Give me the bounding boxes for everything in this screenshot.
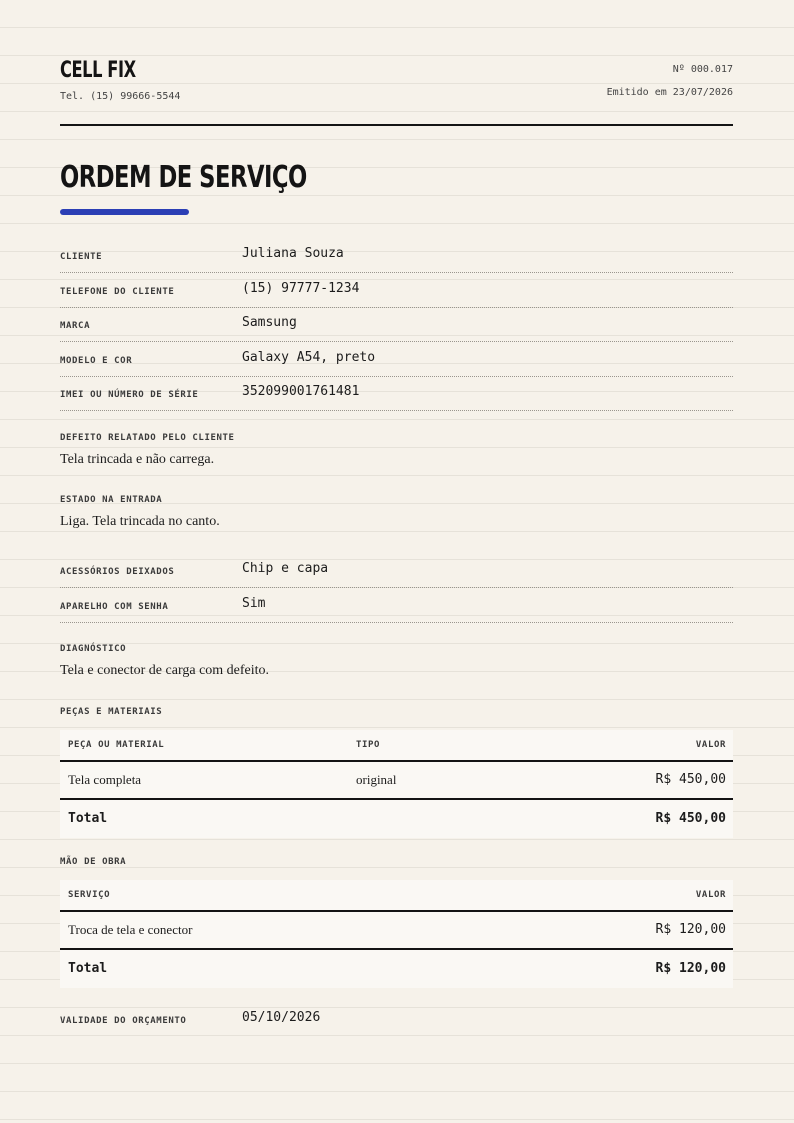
order-number: Nº 000.017 [672, 64, 733, 75]
column-header: VALOR [695, 740, 726, 750]
shop-phone: Tel. (15) 99666-5544 [60, 91, 181, 102]
field-validade [60, 1002, 733, 1036]
field-imei [60, 376, 733, 411]
page-title: ORDEM DE SERVIÇO [60, 160, 307, 195]
field-value: Samsung [242, 315, 297, 330]
block-diagnostico [60, 644, 733, 694]
mao-de-obra-table [60, 880, 733, 988]
block-label: DIAGNÓSTICO [60, 644, 127, 654]
block-text: Liga. Tela trincada no canto. [60, 514, 220, 529]
table-row [60, 912, 733, 950]
total-label: Total [68, 811, 108, 826]
field-label: APARELHO COM SENHA [60, 602, 169, 612]
column-header: VALOR [695, 890, 726, 900]
table-header [60, 730, 733, 762]
field-telefone [60, 273, 733, 308]
issue-date: Emitido em 23/07/2026 [606, 87, 733, 98]
block-text: Tela trincada e não carrega. [60, 452, 215, 467]
cell-valor: R$ 120,00 [655, 922, 726, 937]
field-label: VALIDADE DO ORÇAMENTO [60, 1016, 187, 1026]
block-label: DEFEITO RELATADO PELO CLIENTE [60, 433, 235, 443]
column-header: SERVIÇO [68, 890, 111, 900]
field-label: ACESSÓRIOS DEIXADOS [60, 567, 175, 577]
field-label: MODELO E COR [60, 356, 133, 366]
field-value: Sim [242, 596, 266, 611]
block-estado [60, 495, 733, 545]
cell-tipo: original [356, 772, 397, 787]
title-accent-bar [60, 209, 189, 215]
block-text: Tela e conector de carga com defeito. [60, 663, 270, 678]
pecas-table [60, 730, 733, 838]
table-total-row [60, 950, 733, 988]
field-label: TELEFONE DO CLIENTE [60, 287, 175, 297]
field-value: 352099001761481 [242, 384, 360, 399]
cell-servico: Troca de tela e conector [68, 922, 193, 937]
column-header: PEÇA OU MATERIAL [68, 740, 165, 750]
table-row [60, 762, 733, 800]
table-total-row [60, 800, 733, 838]
field-value: Chip e capa [242, 561, 329, 576]
cell-item: Tela completa [68, 772, 142, 787]
field-cliente [60, 238, 733, 273]
field-value: (15) 97777-1234 [242, 281, 360, 296]
field-label: IMEI OU NÚMERO DE SÉRIE [60, 390, 199, 400]
block-label: ESTADO NA ENTRADA [60, 495, 163, 505]
field-acessorios [60, 553, 733, 588]
total-label: Total [68, 961, 108, 976]
header-divider [60, 124, 733, 126]
total-value: R$ 450,00 [655, 811, 726, 826]
cell-valor: R$ 450,00 [655, 772, 726, 787]
pecas-section-label: PEÇAS E MATERIAIS [60, 707, 163, 717]
field-modelo [60, 342, 733, 377]
field-value: Galaxy A54, preto [242, 350, 376, 365]
mao-de-obra-section-label: MÃO DE OBRA [60, 857, 127, 867]
field-label: CLIENTE [60, 252, 103, 262]
block-defeito [60, 433, 733, 483]
total-value: R$ 120,00 [655, 961, 726, 976]
column-header: TIPO [356, 740, 381, 750]
field-label: MARCA [60, 321, 91, 331]
field-value: Juliana Souza [242, 246, 344, 261]
table-header [60, 880, 733, 912]
brand-name: CELL FIX [60, 58, 136, 83]
field-value: 05/10/2026 [242, 1010, 321, 1025]
field-senha [60, 588, 733, 623]
field-marca [60, 307, 733, 342]
